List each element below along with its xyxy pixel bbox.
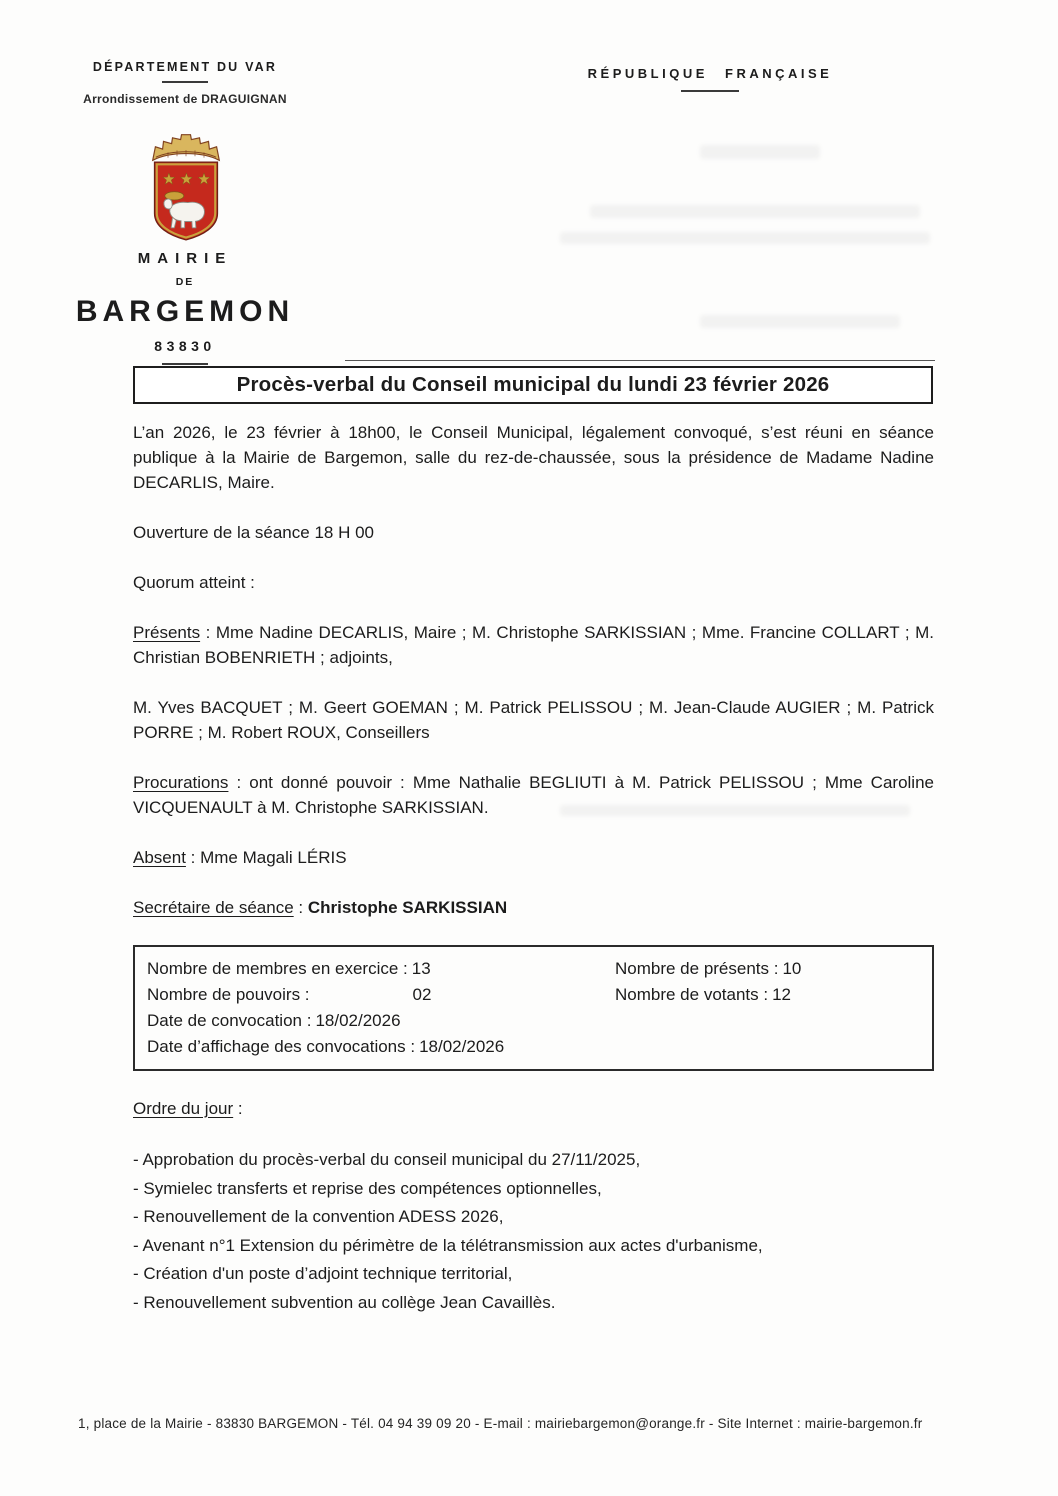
summary-value: 13: [411, 959, 431, 978]
absent-paragraph: [133, 845, 934, 870]
bleedthrough-artifact: [700, 145, 820, 159]
summary-row: [147, 1008, 926, 1034]
header-right: [575, 66, 845, 92]
bleedthrough-artifact: [590, 205, 920, 218]
session-summary-box: [133, 945, 934, 1071]
summary-cell: [147, 956, 615, 982]
agenda-heading: [133, 1096, 934, 1121]
arrondissement-label: Arrondissement de DRAGUIGNAN: [83, 92, 287, 106]
page-title: Procès-verbal du Conseil municipal du lundi 23 février 2026: [236, 373, 830, 396]
bargemon-coat-of-arms-icon: [141, 126, 231, 254]
summary-value: 18/02/2026: [419, 1037, 505, 1056]
bleedthrough-artifact: [560, 232, 930, 244]
agenda-item: - Approbation du procès-verbal du conseil municipal du 27/11/2025,: [133, 1150, 641, 1169]
agenda-colon: :: [233, 1099, 243, 1118]
divider: [162, 81, 208, 83]
bleedthrough-artifact: [700, 315, 900, 328]
presents-paragraph: [133, 620, 934, 670]
department-label: DÉPARTEMENT DU VAR: [92, 60, 278, 74]
footer-contact-line: 1, place de la Mairie - 83830 BARGEMON - Tél. 04 94 39 09 20 - E-mail : mairiebargemon@orange.fr - Site Internet : mairie-bargemon.fr: [78, 1416, 923, 1431]
summary-label: Nombre de membres en exercice :: [147, 959, 408, 978]
agenda-item: - Renouvellement de la convention ADESS 2026,: [133, 1207, 504, 1226]
presents-label: Présents: [133, 623, 201, 642]
procurations-paragraph: [133, 770, 934, 820]
summary-label: Nombre de pouvoirs :: [147, 985, 310, 1004]
secretaire-label: Secrétaire de séance: [133, 898, 294, 917]
summary-value: 12: [772, 985, 791, 1004]
ouverture-line: Ouverture de la séance 18 H 00: [133, 523, 374, 542]
mairie-label: MAIRIE: [137, 250, 233, 267]
header-left: [68, 60, 302, 106]
summary-cell: [147, 1008, 615, 1034]
summary-cell: [615, 1034, 926, 1060]
summary-cell: [615, 982, 926, 1008]
secretaire-value: Christophe SARKISSIAN: [307, 898, 508, 917]
document-body: [133, 420, 934, 1317]
quorum-line: Quorum atteint :: [133, 573, 255, 592]
summary-cell: [615, 1008, 926, 1034]
summary-cell: [615, 956, 926, 982]
agenda-item: - Symielec transferts et reprise des compétences optionnelles,: [133, 1178, 602, 1198]
procurations-text: : ont donné pouvoir : Mme Nathalie BEGLIUTI à M. Patrick PELISSOU ; Mme Caroline VICQUENAULT à M. Christophe SARKISSIAN.: [133, 773, 934, 817]
agenda-item: - Avenant n°1 Extension du périmètre de la télétransmission aux actes d'urbanisme,: [133, 1235, 763, 1255]
summary-row: [147, 982, 926, 1008]
secretaire-paragraph: [133, 895, 934, 920]
commune-name: BARGEMON: [75, 295, 295, 328]
intro-paragraph: L’an 2026, le 23 février à 18h00, le Conseil Municipal, légalement convoqué, s’est réuni en séance publique à la Mairie de Bargemon, salle du rez-de-chaussée, sous la présidence de Madame Nadine DECARLIS, Maire.: [133, 423, 934, 492]
agenda-label: Ordre du jour: [133, 1099, 234, 1118]
summary-label: Nombre de votants :: [615, 985, 769, 1004]
summary-row: [147, 956, 926, 982]
absent-text: : Mme Magali LÉRIS: [185, 848, 347, 867]
commune-block: [60, 250, 310, 365]
summary-label: Date d’affichage des convocations :: [147, 1037, 416, 1056]
agenda-item: - Création d'un poste d’adjoint technique territorial,: [133, 1264, 513, 1283]
republic-label: RÉPUBLIQUE FRANÇAISE: [587, 66, 833, 81]
summary-label: Nombre de présents :: [615, 959, 779, 978]
title-banner: [133, 366, 933, 404]
summary-label: Date de convocation :: [147, 1011, 312, 1030]
secretaire-separator: :: [293, 898, 308, 917]
conseillers-paragraph: M. Yves BACQUET ; M. Geert GOEMAN ; M. Patrick PELISSOU ; M. Jean-Claude AUGIER ; M. Patrick PORRE ; M. Robert ROUX, Conseillers: [133, 698, 934, 742]
postal-code: 83830: [154, 338, 216, 354]
summary-cell: [147, 982, 615, 1008]
summary-value: 18/02/2026: [315, 1011, 401, 1030]
absent-label: Absent: [133, 848, 186, 867]
summary-cell: [147, 1034, 615, 1060]
divider: [681, 90, 739, 92]
de-label: DE: [175, 276, 195, 288]
presents-text: : Mme Nadine DECARLIS, Maire ; M. Christophe SARKISSIAN ; Mme. Francine COLLART ; M. Christian BOBENRIETH ; adjoints,: [133, 623, 934, 667]
summary-row: [147, 1034, 926, 1060]
procurations-label: Procurations: [133, 773, 229, 792]
agenda-item: - Renouvellement subvention au collège Jean Cavaillès.: [133, 1292, 556, 1312]
divider: [162, 363, 208, 365]
summary-value: 02: [412, 985, 432, 1004]
summary-value: 10: [782, 959, 802, 978]
